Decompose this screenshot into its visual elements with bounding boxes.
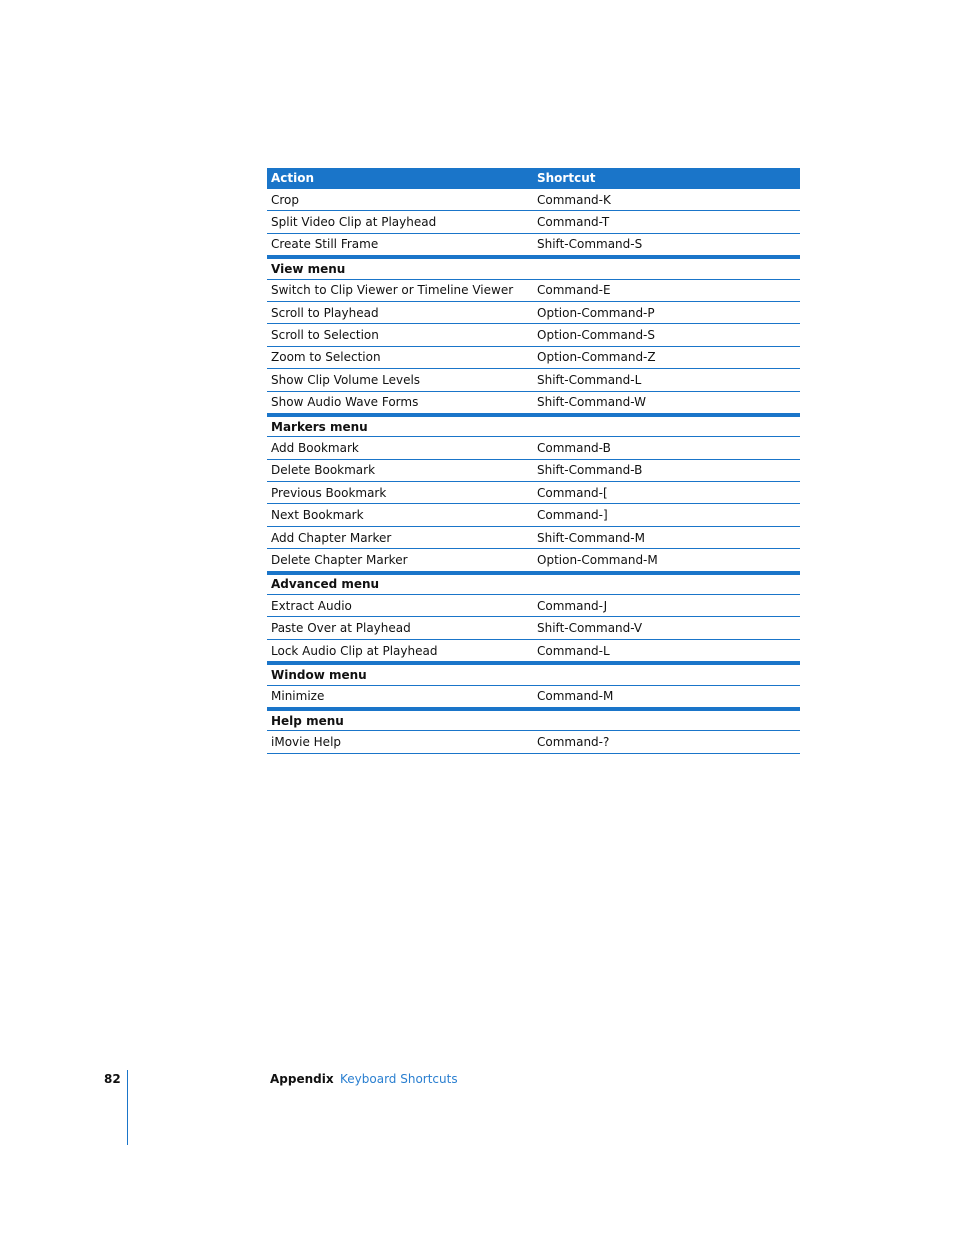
- row-shortcut: Command-[: [537, 485, 608, 500]
- row-action: Switch to Clip Viewer or Timeline Viewer: [271, 283, 514, 298]
- row-action: Add Chapter Marker: [271, 530, 392, 545]
- header-shortcut: Shortcut: [537, 171, 596, 185]
- row-action: Extract Audio: [271, 598, 352, 613]
- section-title: View menu: [271, 261, 346, 276]
- table-row: [267, 595, 800, 617]
- table-row: [267, 460, 800, 482]
- table-row: [267, 211, 800, 233]
- row-shortcut: Command-?: [537, 735, 610, 750]
- table-row: [267, 527, 800, 549]
- section-title: Markers menu: [271, 419, 368, 434]
- row-action: Minimize: [271, 689, 325, 704]
- row-shortcut: Option-Command-M: [537, 552, 658, 567]
- row-shortcut: Shift-Command-W: [537, 395, 646, 410]
- row-action: Create Still Frame: [271, 237, 379, 252]
- table-row: [267, 369, 800, 391]
- row-action: Lock Audio Clip at Playhead: [271, 643, 438, 658]
- row-shortcut: Shift-Command-S: [537, 237, 643, 252]
- table-row: [267, 302, 800, 324]
- row-shortcut: Shift-Command-L: [537, 372, 642, 387]
- row-shortcut: Command-M: [537, 689, 614, 704]
- table-row: [267, 392, 800, 414]
- row-shortcut: Command-J: [537, 598, 608, 613]
- table-row: [267, 482, 800, 504]
- table-row: [267, 280, 800, 302]
- section-title-markers-menu: [267, 414, 800, 437]
- table-row: [267, 347, 800, 369]
- row-shortcut: Option-Command-P: [537, 305, 655, 320]
- row-shortcut: Shift-Command-V: [537, 621, 643, 636]
- row-action: Show Clip Volume Levels: [271, 372, 421, 387]
- section-title-help-menu: [267, 708, 800, 731]
- row-action: Add Bookmark: [271, 440, 359, 455]
- row-shortcut: Command-K: [537, 192, 611, 207]
- table-row: [267, 640, 800, 662]
- table-row: [267, 731, 800, 753]
- section-title: Help menu: [271, 713, 344, 728]
- header-action: Action: [271, 171, 315, 185]
- row-action: Paste Over at Playhead: [271, 621, 411, 636]
- row-action: Split Video Clip at Playhead: [271, 215, 437, 230]
- table-row: [267, 549, 800, 571]
- row-action: Scroll to Playhead: [271, 305, 379, 320]
- row-action: Previous Bookmark: [271, 485, 387, 500]
- row-shortcut: Shift-Command-M: [537, 530, 645, 545]
- table-row: [267, 504, 800, 526]
- footer-divider: [127, 1070, 128, 1145]
- section-title: Advanced menu: [271, 577, 380, 592]
- section-title-view-menu: [267, 256, 800, 279]
- table-row: [267, 617, 800, 639]
- row-action: Next Bookmark: [271, 508, 364, 523]
- row-action: iMovie Help: [271, 735, 342, 750]
- row-action: Scroll to Selection: [271, 328, 379, 343]
- footer-chapter-link[interactable]: Keyboard Shortcuts: [340, 1072, 458, 1086]
- row-action: Delete Chapter Marker: [271, 552, 408, 567]
- table-row: [267, 324, 800, 346]
- row-shortcut: Command-B: [537, 440, 611, 455]
- row-action: Show Audio Wave Forms: [271, 395, 419, 410]
- row-shortcut: Option-Command-Z: [537, 350, 656, 365]
- row-shortcut: Shift-Command-B: [537, 463, 643, 478]
- table-row: [267, 234, 800, 256]
- row-action: Crop: [271, 192, 300, 207]
- table-row: [267, 686, 800, 708]
- row-shortcut: Command-E: [537, 283, 611, 298]
- section-title-window-menu: [267, 662, 800, 685]
- row-shortcut: Command-L: [537, 643, 610, 658]
- row-action: Zoom to Selection: [271, 350, 381, 365]
- section-title: Window menu: [271, 667, 367, 682]
- row-shortcut: Option-Command-S: [537, 328, 656, 343]
- table-row: [267, 437, 800, 459]
- row-shortcut: Command-T: [537, 215, 610, 230]
- footer-appendix-label: Appendix: [270, 1072, 334, 1086]
- table-row: [267, 189, 800, 211]
- section-title-advanced-menu: [267, 572, 800, 595]
- table-header: [267, 168, 800, 189]
- shortcut-table: [267, 168, 800, 754]
- row-action: Delete Bookmark: [271, 463, 376, 478]
- row-shortcut: Command-]: [537, 508, 608, 523]
- page-number: 82: [104, 1072, 121, 1086]
